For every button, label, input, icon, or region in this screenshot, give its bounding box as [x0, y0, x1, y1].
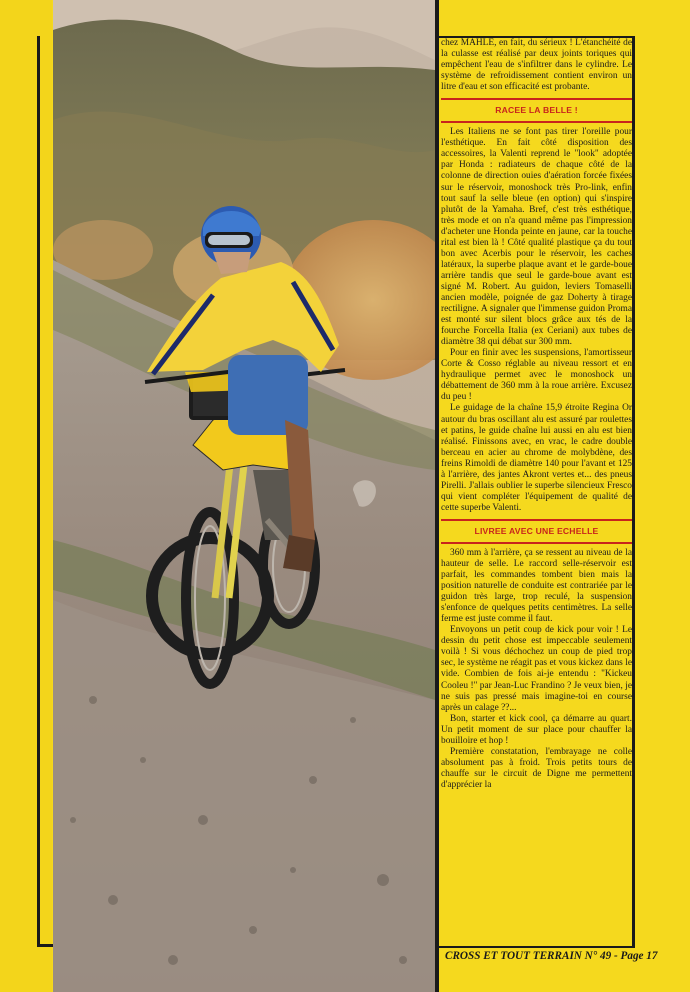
section-rule — [441, 519, 632, 521]
left-frame-rule — [37, 36, 40, 946]
article-paragraph: Les Italiens ne se font pas tirer l'oreille pour l'esthétique. En fait côté disposition des accessoires, la Valenti reprend le "look" adoptée par Honda : radiateurs de chaque côté de la colonne de direction ouies d'aération forcée fixées sur le réservoir, monoshock très Pro-link, enfin tout sauf la selle bleue (en option) qui s'inspire plutôt de la Yamaha. Bref, c'est très esthétique, très mode et on n'a quand même pas l'impression d'acheter une Honda peinte en jaune, car la touche rital est bien là ! Côté qualité plastique ça du tout bon avec Acerbis pour le réservoir, les caches latéraux, la superbe plaque avant et le garde-boue arrière tandis que seul le garde-boue avant est signé M. Robert. Au guidon, leviers Tomaselli ancien modèle, poignée de gaz Doherty à tirage rectiligne. A signaler que l'immense guidon Proma est monté sur silent blocs grâce aux tés de la fourche Forcella Italia (ex Ceriani) aux tubes de diamètre 38 qui débat sur 300 mm. — [441, 127, 632, 348]
article-paragraph: 360 mm à l'arrière, ça se ressent au niveau de la hauteur de selle. Le raccord selle-réservoir est parfait, les commandes tombent bien mais la position naturelle de conduite est contrariée par le guidon très large, trop reculé, la suspension s'enfonce de quelques petits centimètres. La selle ferme est juste comme il faut. — [441, 547, 632, 625]
article-paragraph: Envoyons un petit coup de kick pour voir ! Le dessin du petit chose est impeccable seulement voilà ! Si vous déchochez un coup de pied trop sec, le système ne réagit pas et vous kickez dans le vide. Combien de fois ai-je entendu : "Kickeu Cooleu !" par Jean-Luc Frandino ? Je veux bien, je ne suis pas pressé mais imagine-toi en course après un calage ??... — [441, 625, 632, 713]
section-rule — [441, 542, 632, 544]
section-rule — [441, 98, 632, 100]
motocross-photo — [53, 0, 435, 992]
page-footer: CROSS ET TOUT TERRAIN N° 49 - Page 17 — [445, 950, 658, 962]
text-frame-right-rule — [632, 36, 635, 948]
section-heading: LIVREE AVEC UNE ECHELLE — [474, 525, 599, 536]
left-margin-band — [0, 0, 52, 992]
section-rule — [441, 121, 632, 123]
section-heading: RACEE LA BELLE ! — [495, 105, 578, 116]
article-paragraph: Bon, starter et kick cool, ça démarre au quart. Un petit moment de sur place pour chauffer la bouilloire et hop ! — [441, 713, 632, 746]
article-paragraph: Le guidage de la chaîne 15,9 étroite Regina Or autour du bras oscillant alu est assuré par roulettes et patins, le guide chaîne lui aussi en alu est bien réalisé. Finissons avec, en vrac, le cadre double berceau en acier au chrome de molybdène, des freins Rimoldi de diamètre 140 pour l'avant et 125 à l'arrière, des jantes Akront vertes et... des pneus Pirelli. J'allais oublier le superbe silencieux Fresco qui vient compléter l'équipement de qualité de cette superbe Valenti. — [441, 403, 632, 513]
article-paragraph: Pour en finir avec les suspensions, l'amortisseur Corte & Cosso réglable au niveau ressort et en hydraulique permet avec le monoshock un débattement de 360 mm à la roue arrière. Excusez du peu ! — [441, 348, 632, 403]
column-divider — [435, 0, 439, 992]
article-text-column — [441, 38, 632, 948]
article-paragraph: chez MAHLE, en fait, du sérieux ! L'étanchéité de la culasse est réalisé par deux joints toriques qui empêchent l'eau de s'infiltrer dans le cylindre. Le système de refroidissement contient environ un litre d'eau et son efficacité est probante. — [441, 38, 632, 93]
motocross-photo-graphic — [53, 0, 435, 992]
article-paragraph: Première constatation, l'embrayage ne colle absolument pas à froid. Trois petits tours de chauffe sur le circuit de Digne me permettent d'apprécier la — [441, 746, 632, 790]
